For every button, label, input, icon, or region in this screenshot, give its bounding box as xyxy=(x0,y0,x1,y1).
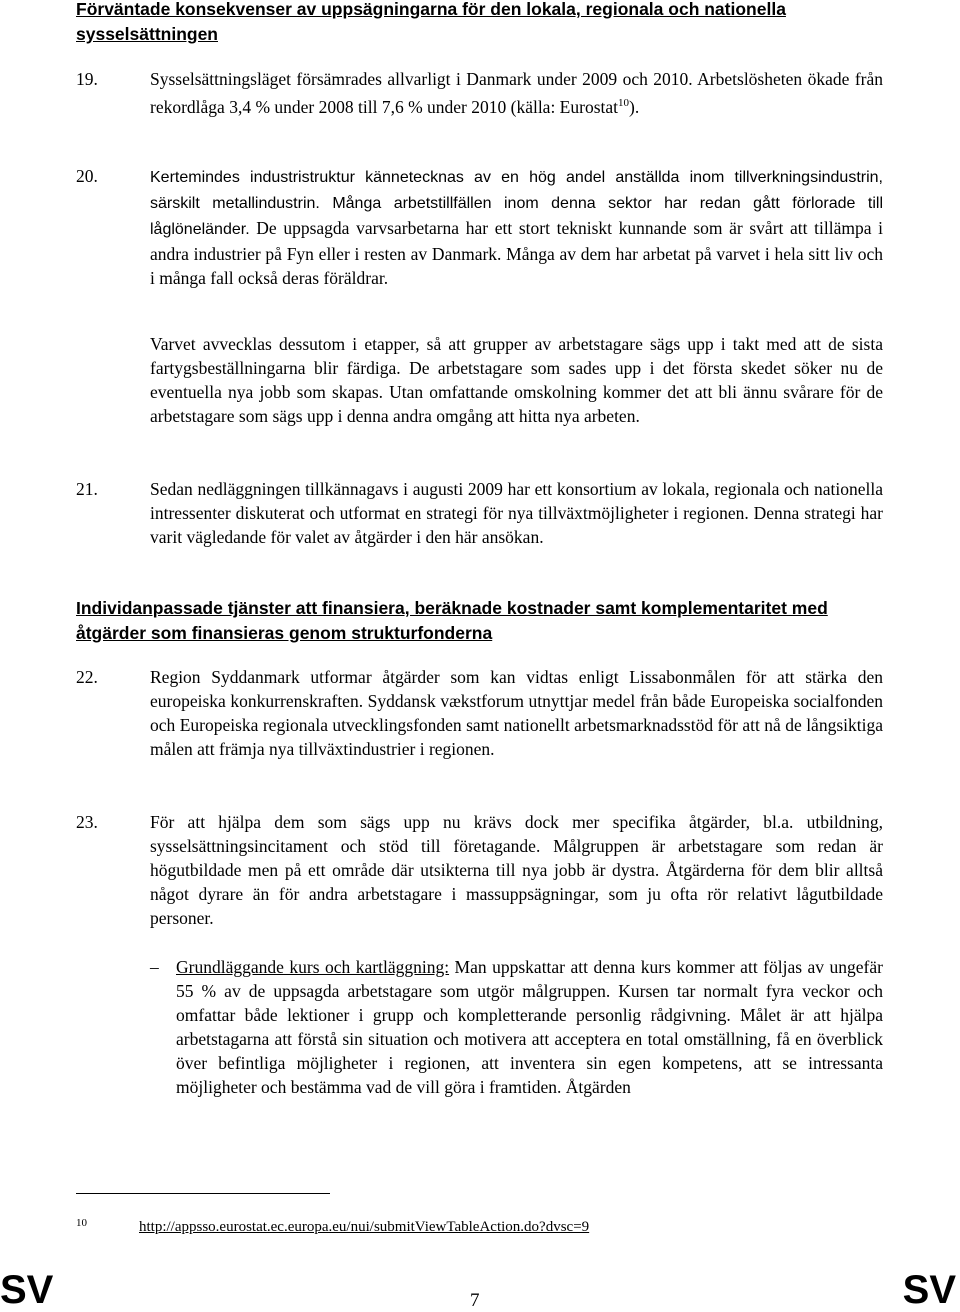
paragraph-number-22: 22. xyxy=(76,667,98,687)
paragraph-20-continued: Varvet avvecklas dessutom i etapper, så att grupper av arbetstagare sägs upp i takt med att de sista fartygsbeställningarna blir färdiga. De arbetstagare som sades upp i det första skedet söker nu de eventuella nya jobb som skapas. Utan omfattande omskolning kommer det att bli ännu svårare för de arbetstagare som sägs upp i denna andra omgång att hitta nya arbeten. xyxy=(150,334,883,426)
page-number: 7 xyxy=(470,1290,480,1311)
paragraph-23: För att hjälpa dem som sägs upp nu krävs dock mer specifika åtgärder, bl.a. utbildning, sysselsättningsincitament och stöd till företagande. Målgruppen är arbetstagare som redan är högutbildade men på ett område där utsikterna till nya jobb är dystra. Åtgärderna för dem blir alltså något dyrare än för andra arbetstagare i massuppsägningar, som ju ofta rör relativt lågutbildade personer. xyxy=(150,812,883,928)
paragraph-19-text-end: ). xyxy=(629,96,640,117)
bullet-basic-course-label: Grundläggande kurs och kartläggning: xyxy=(176,957,450,977)
paragraph-number-23: 23. xyxy=(76,812,98,832)
paragraph-number-21: 21. xyxy=(76,479,98,499)
paragraph-19-text: Sysselsättningsläget försämrades allvarligt i Danmark under 2009 och 2010. Arbetslösheten ökade från rekordlåga 3,4 % under 2008 till 7,6 % under 2010 (källa: Eurostat xyxy=(150,69,883,117)
paragraph-21: Sedan nedläggningen tillkännagavs i augusti 2009 har ett konsortium av lokala, regionala och nationella intressenter diskuterat och utformat en strategi för nya tillväxtmöjligheter i regionen. Denna strategi har varit vägledande för valet av åtgärder i den här ansökan. xyxy=(150,479,883,547)
paragraph-number-19: 19. xyxy=(76,69,98,89)
paragraph-20 xyxy=(150,164,883,290)
paragraph-20-text-b: De uppsagda varvsarbetarna har ett stort tekniskt kunnande som är svårt att tillämpa i andra industrier på Fyn eller i resten av Danmark. Många av dem har arbetat på varvet i hela sitt liv och i många fall också deras föräldrar. xyxy=(150,218,884,288)
footnote-ref-10[interactable]: 10 xyxy=(618,97,630,109)
paragraph-19 xyxy=(150,67,883,119)
bullet-basic-course xyxy=(176,955,883,1099)
section-heading-consequences: Förväntade konsekvenser av uppsägningarna för den lokala, regionala och nationella sysselsättningen xyxy=(76,0,786,44)
footnote-mark-10: 10 xyxy=(76,1217,87,1229)
bullet-dash: – xyxy=(150,957,159,977)
paragraph-number-20: 20. xyxy=(76,166,98,186)
language-code-left: SV xyxy=(0,1268,54,1312)
paragraph-22: Region Syddanmark utformar åtgärder som kan vidtas enligt Lissabonmålen för att stärka den europeiska konkurrenskraften. Syddansk vækstforum utnyttjar medel från både Europeiska socialfonden och Europeiska regionala utvecklingsfonden samt nationellt arbetsmarknadsstöd för att nå de långsiktiga målen att främja nya tillväxtindustrier i regionen. xyxy=(150,667,883,759)
footnote-link-eurostat[interactable]: http://appsso.eurostat.ec.europa.eu/nui/submitViewTableAction.do?dvsc=9 xyxy=(139,1219,590,1235)
footnote-separator xyxy=(76,1193,330,1194)
paragraph-20-text-a: Kertemindes industristruktur kännetecknas av en hög andel anställda inom tillverkningsindustrin, särskilt metallindustrin. Många arbetstillfällen inom denna sektor har redan gått förlorade till låglöneländer. xyxy=(150,169,883,238)
bullet-basic-course-text: Man uppskattar att denna kurs kommer att följas av ungefär 55 % av de uppsagda arbetstagare som utgör målgruppen. Kursen tar normalt fyra veckor och omfattar både lektioner i grupp och kompletterande personlig rådgivning. Målet är att hjälpa arbetstagarna att förstå sin situation och motivera att acceptera en total omställning, få en överblick över befintliga möjligheter i regionen, att inventera sin egen kompetens, att se intressanta möjligheter och bestämma vad de vill göra i framtiden. Åtgärden xyxy=(176,957,883,1097)
language-code-right: SV xyxy=(902,1268,956,1312)
section-heading-services: Individanpassade tjänster att finansiera, beräknade kostnader samt komplementaritet med åtgärder som finansieras genom strukturfonderna xyxy=(76,598,828,643)
